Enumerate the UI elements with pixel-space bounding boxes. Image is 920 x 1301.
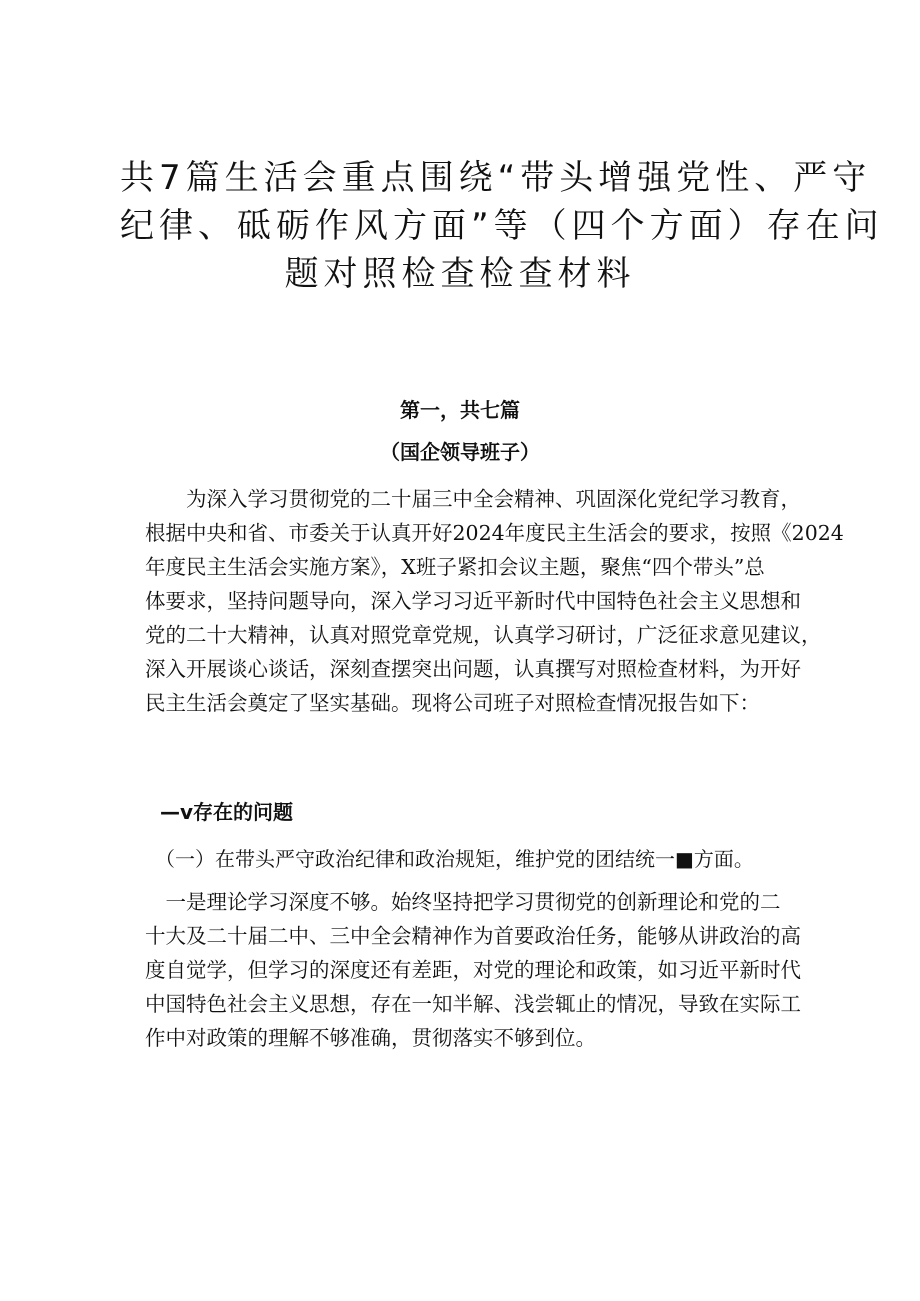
- problem-point-paragraph: [145, 885, 810, 1055]
- paragraph-line: 党的二十大精神，认真对照党章党规，认真学习研讨，广泛征求意见建议，: [145, 623, 822, 647]
- section-subheading: （国企领导班子）: [380, 440, 540, 464]
- paragraph-line: 一是理论学习深度不够。始终坚持把学习贯彻党的创新理论和党的二: [145, 890, 781, 914]
- paragraph-line: 为深入学习贯彻党的二十届三中全会精神、巩固深化党纪学习教育，: [145, 487, 801, 511]
- title-line: 共7篇生活会重点围绕“带头增强党性、严守: [120, 158, 872, 198]
- title-line: 题对照检查检查材料: [284, 254, 636, 294]
- paragraph-line: 深入开展谈心谈话，深刻查摆突出问题，认真撰写对照检查材料，为开好: [145, 657, 801, 681]
- section-number-heading: 第一，共七篇: [400, 398, 520, 422]
- paragraph-line: 作中对政策的理解不够准确，贯彻落实不够到位。: [145, 1026, 596, 1050]
- document-title: [120, 154, 884, 298]
- paragraph-line: 十大及二十届二中、三中全会精神作为首要政治任务，能够从讲政治的高: [145, 924, 801, 948]
- problems-section-heading: —v存在的问题: [160, 800, 294, 824]
- paragraph-line: 年度民主生活会实施方案》，X班子紧扣会议主题，聚焦“四个带头”总: [145, 555, 765, 579]
- paragraph-line: 体要求，坚持问题导向，深入学习习近平新时代中国特色社会主义思想和: [145, 589, 801, 613]
- intro-paragraph: [145, 482, 844, 720]
- problem-category-heading: （一）在带头严守政治纪律和政治规矩，维护党的团结统一■方面。: [145, 847, 754, 871]
- paragraph-line: 度自觉学，但学习的深度还有差距，对党的理论和政策，如习近平新时代: [145, 958, 801, 982]
- paragraph-line: 根据中央和省、市委关于认真开好2024年度民主生活会的要求，按照《2024: [145, 521, 844, 545]
- paragraph-line: 中国特色社会主义思想，存在一知半解、浅尝辄止的情况，导致在实际工: [145, 992, 801, 1016]
- paragraph-line: 民主生活会奠定了坚实基础。现将公司班子对照检查情况报告如下：: [145, 691, 760, 715]
- title-line: 纪律、砥砺作风方面”等（四个方面）存在问: [120, 206, 884, 246]
